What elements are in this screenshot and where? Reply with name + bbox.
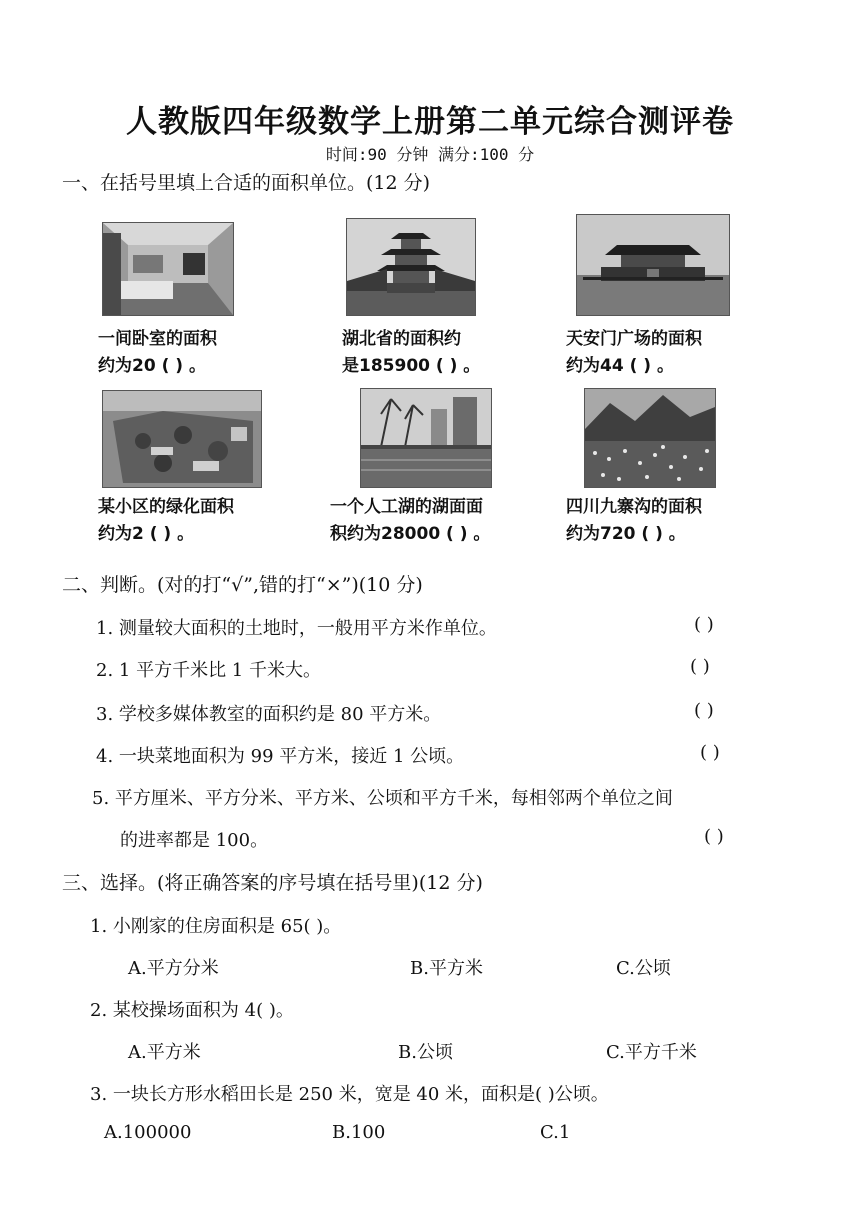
item-caption-residential: 某小区的绿化面积 约为2 ( ) 。: [98, 497, 234, 544]
item-caption-lake: 一个人工湖的湖面面 积约为28000 ( ) 。: [330, 497, 491, 544]
bedroom-photo: [102, 222, 234, 316]
judgment-answer-1[interactable]: ( ): [694, 614, 714, 635]
judgment-item-2: 2. 1 平方千米比 1 千米大。: [96, 660, 321, 681]
choice-2-option-c[interactable]: C.平方千米: [606, 1042, 697, 1063]
choice-question-3: 3. 一块长方形水稻田长是 250 米，宽是 40 米，面积是( )公顷。: [90, 1084, 609, 1105]
page-title: 人教版四年级数学上册第二单元综合测评卷: [126, 104, 734, 140]
lake-photo: [360, 388, 492, 488]
judgment-item-5: 5. 平方厘米、平方分米、平方米、公顷和平方千米，每相邻两个单位之间: [92, 788, 673, 809]
choice-3-option-b[interactable]: B.100: [332, 1122, 386, 1143]
judgment-answer-2[interactable]: ( ): [690, 656, 710, 677]
choice-3-option-c[interactable]: C.1: [540, 1122, 571, 1143]
choice-3-option-a[interactable]: A.100000: [104, 1122, 192, 1143]
choice-1-option-a[interactable]: A.平方分米: [128, 958, 219, 979]
page-subtitle: 时间:90 分钟 满分:100 分: [325, 145, 535, 164]
tiananmen-photo: [576, 214, 730, 316]
judgment-item-5-cont: 的进率都是 100。: [120, 830, 269, 851]
choice-question-1: 1. 小刚家的住房面积是 65( )。: [90, 916, 342, 937]
choice-1-option-b[interactable]: B.平方米: [410, 958, 483, 979]
item-caption-tiananmen: 天安门广场的面积 约为44 ( ) 。: [566, 329, 702, 376]
choice-2-option-b[interactable]: B.公顷: [398, 1042, 453, 1063]
tower-photo: [346, 218, 476, 316]
section1-heading: 一、在括号里填上合适的面积单位。(12 分): [62, 172, 431, 194]
item-caption-bedroom: 一间卧室的面积 约为20 ( ) 。: [98, 329, 217, 376]
choice-question-2: 2. 某校操场面积为 4( )。: [90, 1000, 294, 1021]
judgment-answer-4[interactable]: ( ): [700, 742, 720, 763]
jiuzhaigou-photo: [584, 388, 716, 488]
judgment-item-3: 3. 学校多媒体教室的面积约是 80 平方米。: [96, 704, 442, 725]
choice-1-option-c[interactable]: C.公顷: [616, 958, 671, 979]
judgment-item-4: 4. 一块菜地面积为 99 平方米，接近 1 公顷。: [96, 746, 465, 767]
item-caption-tower: 湖北省的面积约 是185900 ( ) 。: [342, 329, 481, 376]
residential-area-photo: [102, 390, 262, 488]
judgment-answer-3[interactable]: ( ): [694, 700, 714, 721]
judgment-answer-5[interactable]: ( ): [704, 826, 724, 847]
judgment-item-1: 1. 测量较大面积的土地时，一般用平方米作单位。: [96, 618, 497, 639]
section2-heading: 二、判断。(对的打“√”,错的打“×”)(10 分): [62, 574, 423, 596]
item-caption-jiuzhaigou: 四川九寨沟的面积 约为720 ( ) 。: [566, 497, 702, 544]
section3-heading: 三、选择。(将正确答案的序号填在括号里)(12 分): [62, 872, 483, 894]
choice-2-option-a[interactable]: A.平方米: [128, 1042, 201, 1063]
